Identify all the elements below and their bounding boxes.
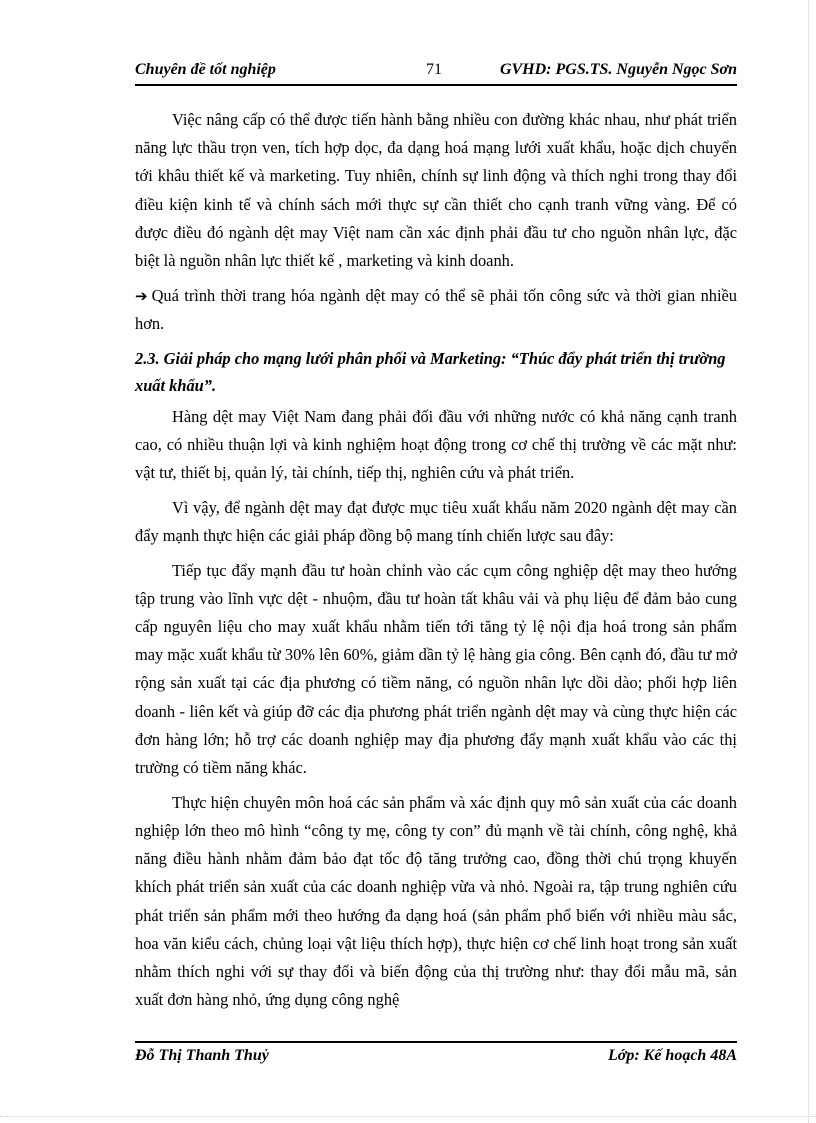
conclusion-text: Quá trình thời trang hóa ngành dệt may có thể sẽ phải tốn công sức và thời gian nhiều hơn. xyxy=(135,285,737,333)
page-edge-right xyxy=(808,0,809,1123)
page-header xyxy=(135,58,737,86)
paragraph-investment: Tiếp tục đẩy mạnh đầu tư hoàn chỉnh vào các cụm công nghiệp dệt may theo hướng tập trung vào lĩnh vực dệt - nhuộm, đầu tư hoàn tất khâu vải và phụ liệu để đảm bảo cung cấp nguyên liệu cho may xuất khẩu nhằm tiến tới tăng tỷ lệ nội địa hoá trong sản phẩm may mặc xuất khẩu từ 30% lên 60%, giảm dần tỷ lệ hàng gia công. Bên cạnh đó, đầu tư mở rộng sản xuất tại các địa phương có tiềm năng, có nguồn nhân lực dồi dào; phối hợp liên doanh - liên kết và giúp đỡ các địa phương phát triển ngành dệt may và cùng thực hiện các đơn hàng lớn; hỗ trợ các doanh nghiệp may địa phương đẩy mạnh xuất khẩu vào các thị trường có tiềm năng khác. xyxy=(135,560,737,778)
paragraph-competition: Hàng dệt may Việt Nam đang phải đối đầu với những nước có khả năng cạnh tranh cao, có nhiều thuận lợi và kinh nghiệm hoạt động trong cơ chế thị trường về các mặt như: vật tư, thiết bị, quản lý, tài chính, tiếp thị, nghiên cứu và phát triển. xyxy=(135,406,737,483)
arrow-right-icon: ➔ xyxy=(135,286,148,305)
paragraph-strategy: Vì vậy, để ngành dệt may đạt được mục tiêu xuất khẩu năm 2020 ngành dệt may cần đẩy mạnh thực hiện các giải pháp đồng bộ mang tính chiến lược sau đây: xyxy=(135,497,737,545)
footer-class: Lớp: Kế hoạch 48A xyxy=(607,1047,737,1064)
page-edge-bottom xyxy=(0,1116,816,1117)
page-footer xyxy=(135,1041,737,1064)
paragraph-upgrade: Việc nâng cấp có thể được tiến hành bằng nhiều con đường khác nhau, như phát triển năng lực thầu trọn ven, tích hợp dọc, đa dạng hoá mạng lưới xuất khẩu, hoặc dịch chuyển tới khâu thiết kế và marketing. Tuy nhiên, chính sự linh động và thích nghi trong thay đổi điều kiện kinh tế và chính sách mới thực sự cần thiết cho cạnh tranh vững vàng. Để có được điều đó ngành dệt may Việt nam cần xác định phải đầu tư cho nguồn nhân lực, đặc biệt là nguồn nhân lực thiết kế , marketing và kinh doanh. xyxy=(135,110,737,271)
footer-author: Đỗ Thị Thanh Thuỷ xyxy=(135,1047,269,1064)
section-heading: 2.3. Giải pháp cho mạng lưới phân phối và Marketing: “Thúc đẩy phát triển thị trường xuất khẩu”. xyxy=(135,348,726,395)
paragraph-conclusion xyxy=(135,282,737,338)
header-title: Chuyên đề tốt nghiệp xyxy=(135,61,276,78)
paragraph-specialization: Thực hiện chuyên môn hoá các sản phẩm và xác định quy mô sản xuất của các doanh nghiệp lớn theo mô hình “công ty mẹ, công ty con” đủ mạnh về tài chính, công nghệ, khả năng điều hành nhằm đảm bảo đạt tốc độ tăng trưởng cao, đồng thời chú trọng khuyến khích phát triển sản xuất của các doanh nghiệp vừa và nhỏ. Ngoài ra, tập trung nghiên cứu phát triển sản phẩm mới theo hướng đa dạng hoá (sản phẩm phổ biến với nhiều màu sắc, hoa văn kiểu cách, chủng loại vật liệu thích hợp), thực hiện cơ chế linh hoạt trong sản xuất nhằm thích nghi với sự thay đổi và biến động của thị trường như: thay đổi mẫu mã, sản xuất đơn hàng nhỏ, ứng dụng công nghệ xyxy=(135,792,737,1010)
page-body xyxy=(135,106,737,1021)
header-supervisor: GVHD: PGS.TS. Nguyễn Ngọc Sơn xyxy=(499,61,737,78)
page-number: 71 xyxy=(426,61,442,78)
